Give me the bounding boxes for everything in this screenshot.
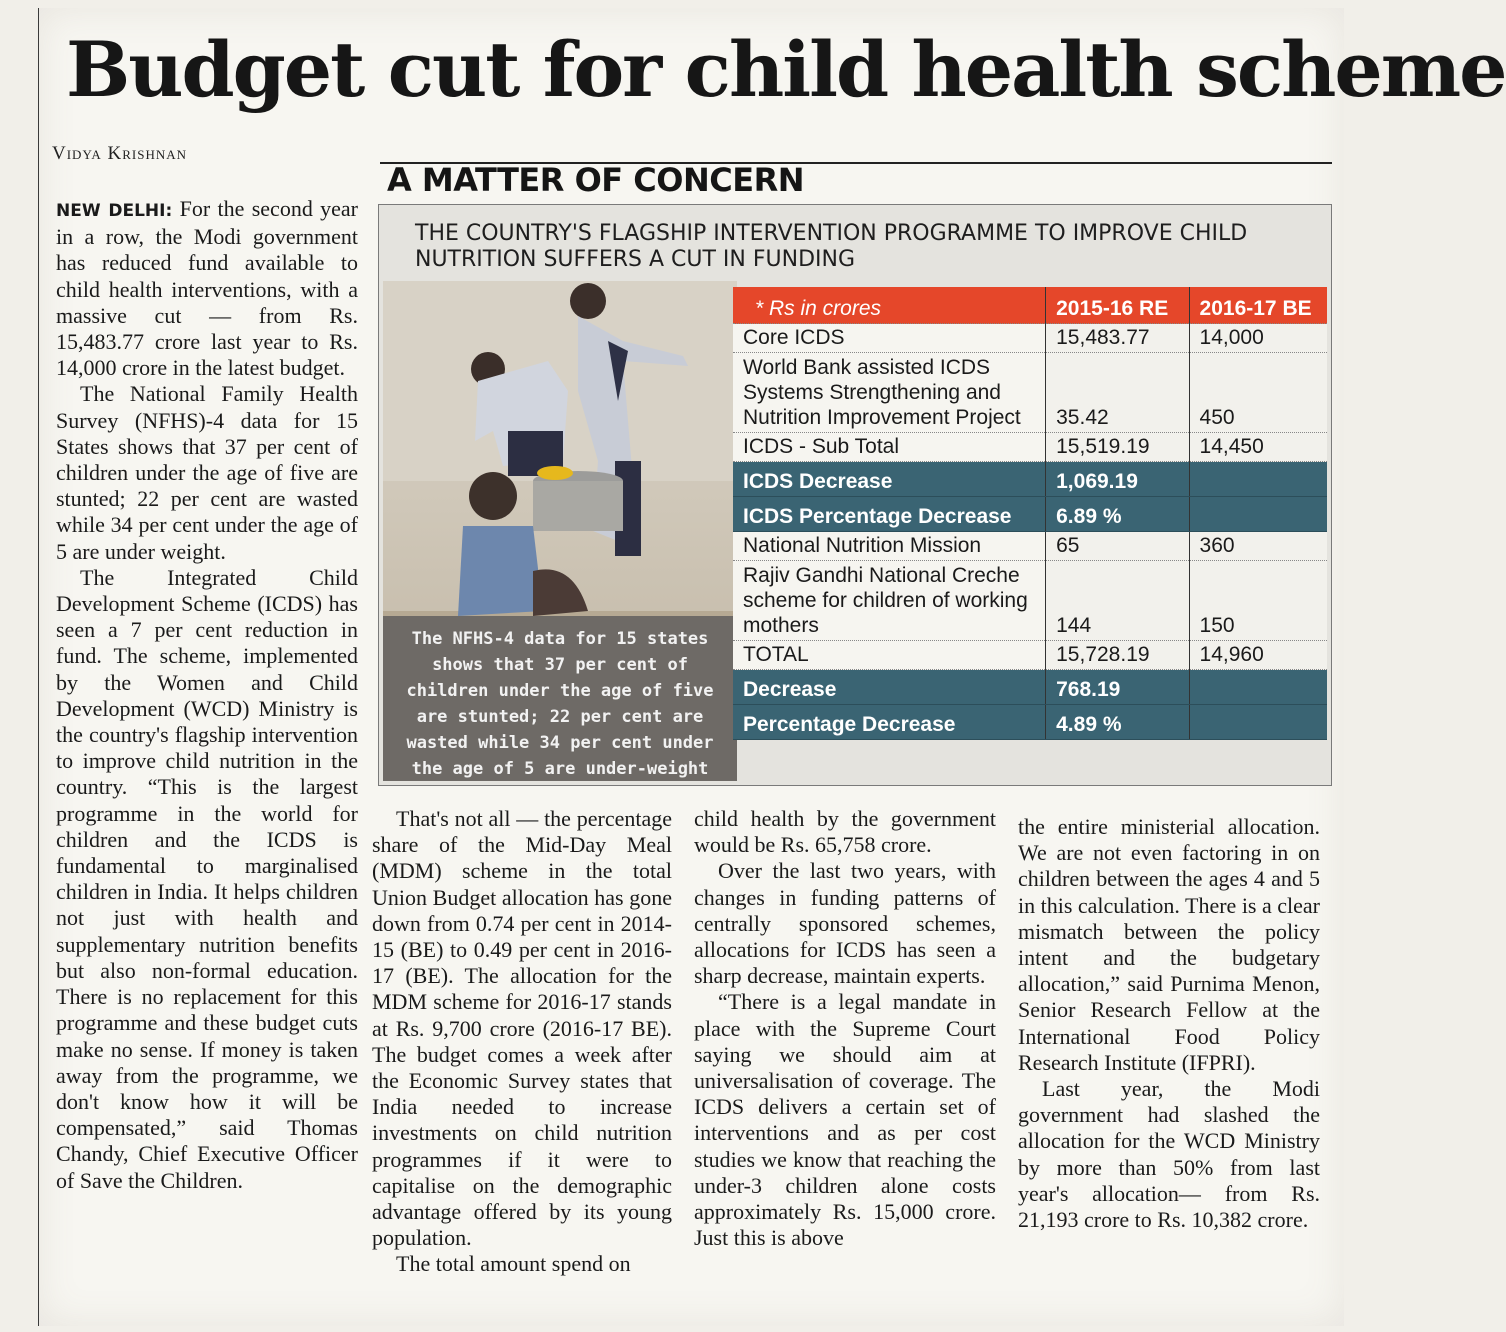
table-row	[733, 641, 1327, 670]
row-be-value: 14,450	[1189, 433, 1327, 462]
paragraph: The total amount spend on	[396, 1251, 631, 1277]
article-column-3	[694, 806, 996, 1251]
headline: Budget cut for child health scheme	[66, 25, 1506, 114]
row-label: ICDS - Sub Total	[733, 433, 1046, 462]
article-column-2	[372, 806, 672, 1278]
box-title: A MATTER OF CONCERN	[387, 161, 804, 199]
row-re-value: 4.89 %	[1046, 705, 1189, 740]
table-header-be: 2016-17 BE	[1189, 287, 1327, 324]
row-re-value: 768.19	[1046, 670, 1189, 705]
row-label: Core ICDS	[733, 324, 1046, 353]
row-be-value: 14,000	[1189, 324, 1327, 353]
row-re-value: 15,519.19	[1046, 433, 1189, 462]
row-label: Decrease	[733, 670, 1046, 705]
table-row-highlight	[733, 705, 1327, 740]
table-row-highlight	[733, 462, 1327, 497]
row-re-value: 15,728.19	[1046, 641, 1189, 670]
table-row	[733, 532, 1327, 561]
paragraph: The National Family Health Survey (NFHS)-4 data for 15 States shows that 37 per cent of children under the age of five are stunted; 22 per cent are wasted while 34 per cent under the age of 5 are under weight.	[56, 381, 358, 564]
row-be-value: 14,960	[1189, 641, 1327, 670]
row-be-value	[1189, 670, 1327, 705]
children-photo	[383, 281, 737, 781]
paragraph: Last year, the Modi government had slashed the allocation for the WCD Ministry by more than 50% from last year's allocation— from Rs. 21,193 crore to Rs. 10,382 crore.	[1018, 1076, 1320, 1233]
row-be-value	[1189, 497, 1327, 532]
row-label: TOTAL	[733, 641, 1046, 670]
infographic	[378, 204, 1332, 786]
budget-table	[733, 287, 1327, 740]
photo-caption: The NFHS-4 data for 15 states shows that 37 per cent of children under the age of five are stunted; 22 per cent are wasted while 34 per cent under the age of 5 are under-weight	[383, 616, 737, 781]
table-row	[733, 433, 1327, 462]
row-be-value: 450	[1189, 353, 1327, 433]
table-header-row	[733, 287, 1327, 324]
clipping-edge	[38, 8, 39, 1326]
paragraph: “There is a legal mandate in place with the Supreme Court saying we should aim at universalisation of coverage. The ICDS delivers a certain set of interventions and as per cost studies we know that reaching the under-3 children alone costs approximately Rs. 15,000 crore. Just this is above	[694, 989, 996, 1251]
paragraph	[56, 196, 358, 381]
row-re-value: 35.42	[1046, 353, 1189, 433]
table-row	[733, 353, 1327, 433]
row-re-value: 1,069.19	[1046, 462, 1189, 497]
table-row-highlight	[733, 670, 1327, 705]
row-label: National Nutrition Mission	[733, 532, 1046, 561]
row-be-value: 360	[1189, 532, 1327, 561]
table-header-unit: * Rs in crores	[733, 287, 1046, 324]
table-row	[733, 561, 1327, 641]
article-column-1	[56, 196, 358, 1194]
row-label: ICDS Decrease	[733, 462, 1046, 497]
paragraph: Over the last two years, with changes in funding patterns of centrally sponsored schemes, allocations for ICDS has seen a sharp decrease, maintain experts.	[694, 858, 996, 989]
row-be-value	[1189, 705, 1327, 740]
row-re-value: 65	[1046, 532, 1189, 561]
row-label: Percentage Decrease	[733, 705, 1046, 740]
row-label: World Bank assisted ICDS Systems Strengthening and Nutrition Improvement Project	[733, 353, 1046, 433]
row-re-value: 6.89 %	[1046, 497, 1189, 532]
article-column-4	[1018, 814, 1320, 1233]
paragraph: the entire ministerial allocation. We are not even factoring in on children between the ages 4 and 5 in this calculation. There is a clear mismatch between the policy intent and the budgetary allocation,” said Purnima Menon, Senior Research Fellow at the International Food Policy Research Institute (IFPRI).	[1018, 814, 1320, 1075]
dateline: NEW DELHI:	[56, 201, 173, 221]
table-row-highlight	[733, 497, 1327, 532]
row-label: Rajiv Gandhi National Creche scheme for children of working mothers	[733, 561, 1046, 641]
byline: Vidya Krishnan	[52, 143, 188, 164]
infographic-subtitle: THE COUNTRY'S FLAGSHIP INTERVENTION PROGRAMME TO IMPROVE CHILD NUTRITION SUFFERS A CUT IN FUNDING	[415, 221, 1248, 272]
row-re-value: 15,483.77	[1046, 324, 1189, 353]
table-header-re: 2015-16 RE	[1046, 287, 1189, 324]
paragraph: That's not all — the percentage share of the Mid-Day Meal (MDM) scheme in the total Union Budget allocation has gone down from 0.74 per cent in 2014-15 (BE) to 0.49 per cent in 2016-17 (BE). The allocation for the MDM scheme for 2016-17 stands at Rs. 9,700 crore (2016-17 BE). The budget comes a week after the Economic Survey states that India needed to increase investments on child nutrition programmes if it were to capitalise on the demographic advantage offered by its young population.	[372, 806, 672, 1251]
row-label: ICDS Percentage Decrease	[733, 497, 1046, 532]
row-re-value: 144	[1046, 561, 1189, 641]
paragraph-text: For the second year in a row, the Modi government has reduced fund available to child health interventions, with a massive cut — from Rs. 15,483.77 crore last year to Rs. 14,000 crore in the latest budget.	[56, 196, 359, 381]
row-be-value	[1189, 462, 1327, 497]
table-row	[733, 324, 1327, 353]
paragraph: child health by the government would be Rs. 65,758 crore.	[694, 806, 996, 858]
row-be-value: 150	[1189, 561, 1327, 641]
paragraph: The Integrated Child Development Scheme (ICDS) has seen a 7 per cent reduction in fund. The scheme, implemented by the Women and Child Development (WCD) Ministry is the country's flagship intervention to improve child nutrition in the country. “This is the largest programme in the world for children and the ICDS is fundamental to marginalised children in India. It helps children not just with health and supplementary nutrition benefits but also non-formal education. There is no replacement for this programme and these budget cuts make no sense. If money is taken away from the programme, we don't know how it will be compensated,” said Thomas Chandy, Chief Executive Officer of Save the Children.	[56, 564, 358, 1193]
